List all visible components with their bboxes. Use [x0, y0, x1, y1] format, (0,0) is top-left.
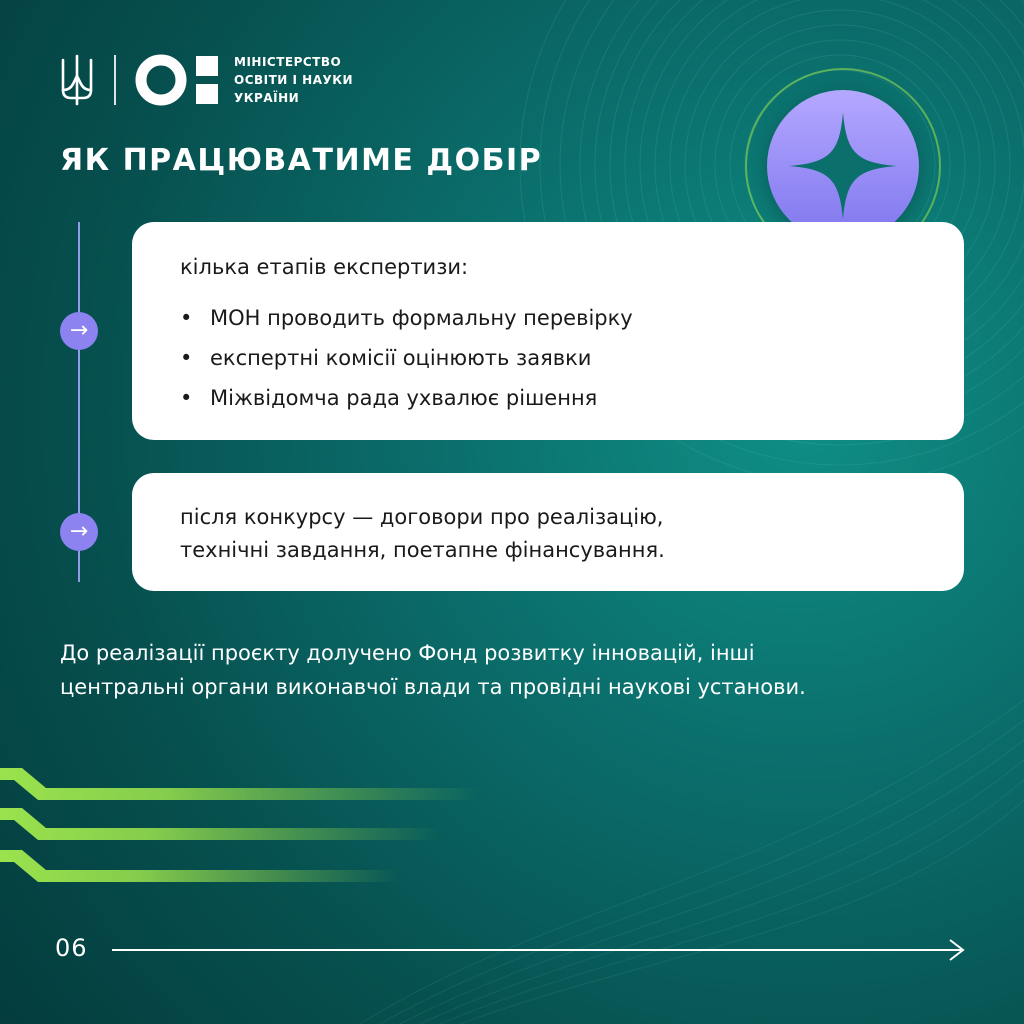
step-card-after-contest: [132, 473, 964, 591]
step-1-lead: кілька етапів експертизи:: [180, 255, 469, 279]
step-2-line-1: після конкурсу — договори про реалізацію,: [180, 505, 664, 529]
page-title: ЯК ПРАЦЮВАТИМЕ ДОБІР: [60, 143, 543, 178]
list-item: • МОН проводить формальну перевірку: [180, 298, 924, 338]
footnote-line-2: центральні органи виконавчої влади та провідні наукові установи.: [60, 675, 806, 699]
list-item: • експертні комісії оцінюють заявки: [180, 338, 924, 378]
wave-lines: [360, 700, 1024, 1024]
page-number: 06: [55, 934, 88, 962]
footnote: [60, 636, 806, 704]
step-1-bullet-list: [180, 298, 924, 418]
green-stripes: [0, 768, 480, 882]
logo-divider: [114, 55, 116, 105]
ministry-name-line-3: УКРАЇНИ: [234, 91, 300, 105]
progress-arrow-icon: [112, 936, 968, 964]
step-2-line-2: технічні завдання, поетапне фінансування.: [180, 538, 665, 562]
list-item: • Міжвідомча рада ухвалює рішення: [180, 378, 924, 418]
step-1-arrow-icon: →: [60, 312, 98, 350]
step-card-expertise: [132, 222, 964, 440]
ministry-name-line-2: ОСВІТИ І НАУКИ: [234, 73, 354, 87]
ministry-logo: [60, 50, 353, 110]
footnote-line-1: До реалізації проєкту долучено Фонд розвитку інновацій, інші: [60, 641, 755, 665]
sparkle-badge: [767, 90, 919, 242]
ministry-name-line-1: МІНІСТЕРСТВО: [234, 55, 342, 69]
mon-logo-icon: [134, 52, 220, 108]
ministry-name: [234, 53, 353, 107]
step-2-arrow-icon: →: [60, 513, 98, 551]
sparkle-icon: [787, 110, 899, 222]
trident-icon: [60, 54, 94, 106]
